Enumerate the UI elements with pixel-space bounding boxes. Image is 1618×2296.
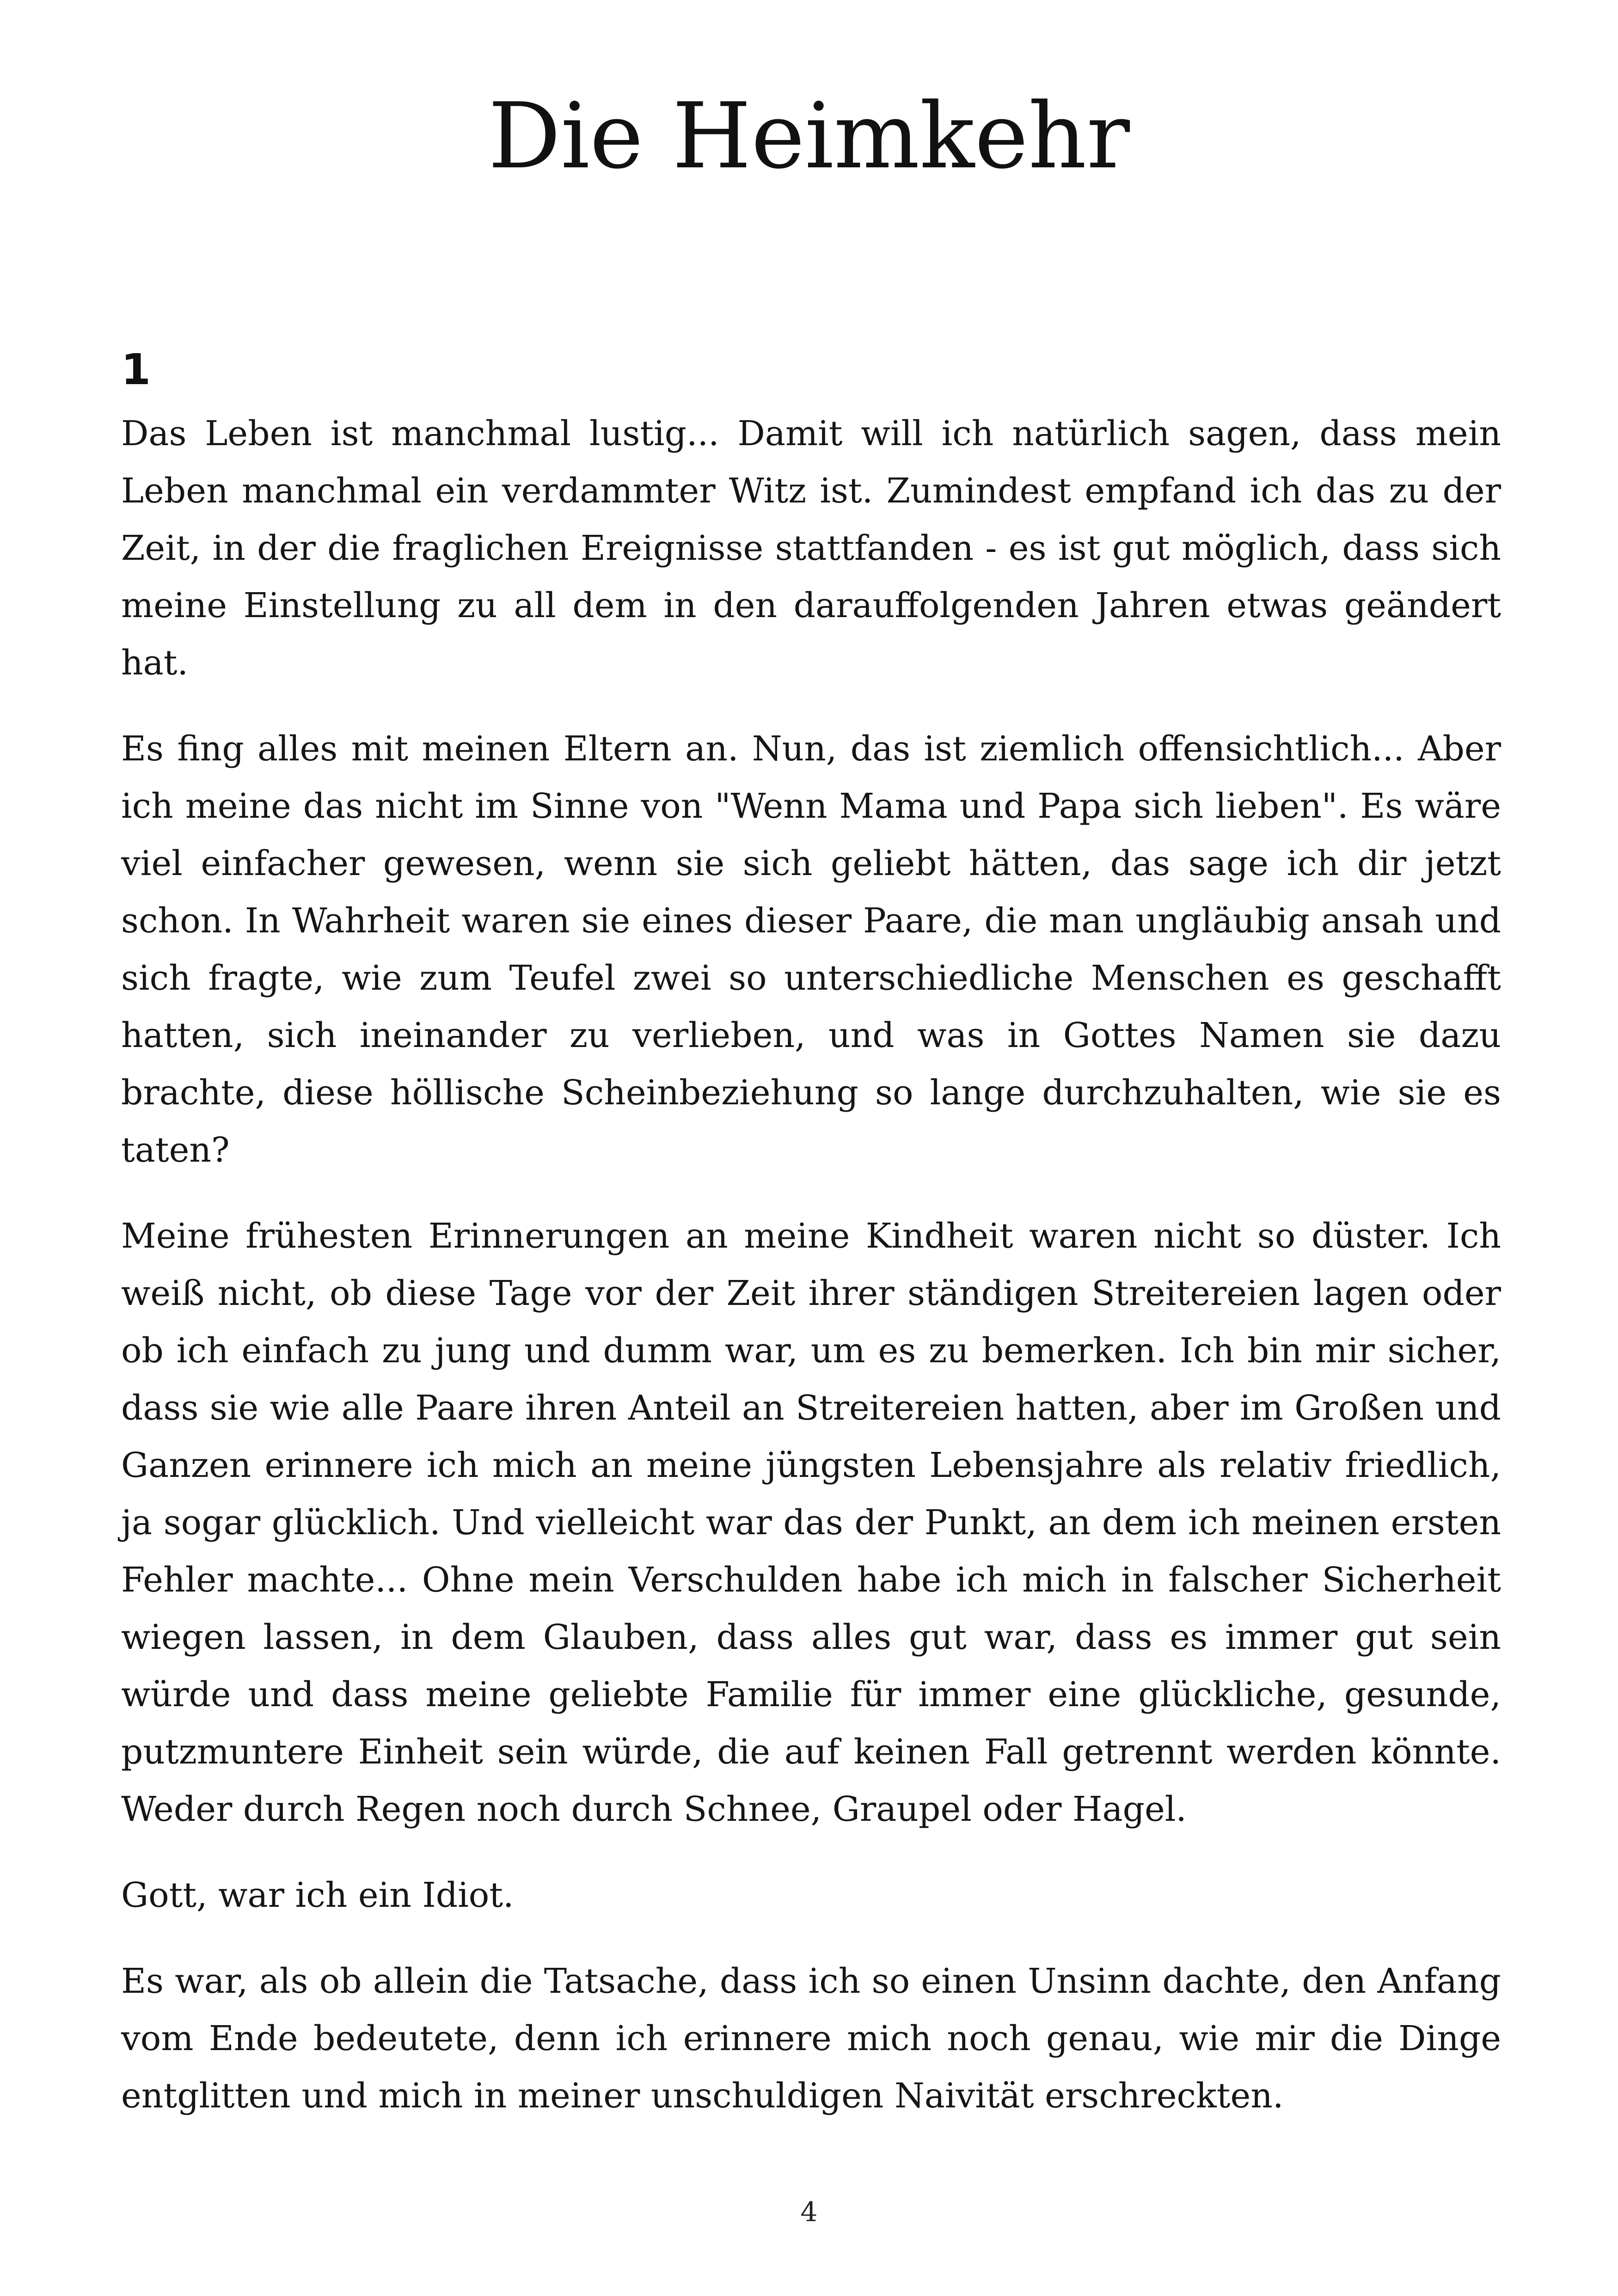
page-number: 4 [800, 2196, 818, 2228]
paragraph-5: Es war, als ob allein die Tatsache, dass ich so einen Unsinn dachte, den Anfang vom Ende bedeutete, denn ich erinnere mich noch genau, wie mir die Dinge entglitten und mich in meiner unschuldigen Naivität erschreckten. [121, 1961, 1501, 2116]
chapter-title: Die Heimkehr [488, 84, 1130, 189]
paragraph-4: Gott, war ich ein Idiot. [121, 1875, 514, 1915]
paragraph-2: Es fing alles mit meinen Eltern an. Nun, das ist ziemlich offensichtlich... Aber ich meine das nicht im Sinne von "Wenn Mama und Papa sich lieben". Es wäre viel einfacher gewesen, wenn sie sich geliebt hätten, das sage ich dir jetzt schon. In Wahrheit waren sie eines dieser Paare, die man ungläubig ansah und sich fragte, wie zum Teufel zwei so unterschiedliche Menschen es geschafft hatten, sich ineinander zu verlieben, und was in Gottes Namen sie dazu brachte, diese höllische Scheinbeziehung so lange durchzuhalten, wie sie es taten? [121, 729, 1501, 1170]
chapter-number: 1 [121, 345, 151, 394]
paragraph-3: Meine frühesten Erinnerungen an meine Kindheit waren nicht so düster. Ich weiß nicht, ob diese Tage vor der Zeit ihrer ständigen Streitereien lagen oder ob ich einfach zu jung und dumm war, um es zu bemerken. Ich bin mir sicher, dass sie wie alle Paare ihren Anteil an Streitereien hatten, aber im Großen und Ganzen erinnere ich mich an meine jüngsten Lebensjahre als relativ friedlich, ja sogar glücklich. Und vielleicht war das der Punkt, an dem ich meinen ersten Fehler machte... Ohne mein Verschulden habe ich mich in falscher Sicherheit wiegen lassen, in dem Glauben, dass alles gut war, dass es immer gut sein würde und dass meine geliebte Familie für immer eine glückliche, gesunde, putzmuntere Einheit sein würde, die auf keinen Fall getrennt werden könnte. Weder durch Regen noch durch Schnee, Graupel oder Hagel. [121, 1216, 1501, 1829]
paragraph-1: Das Leben ist manchmal lustig... Damit will ich natürlich sagen, dass mein Leben manchmal ein verdammter Witz ist. Zumindest empfand ich das zu der Zeit, in der die fraglichen Ereignisse stattfanden - es ist gut möglich, dass sich meine Einstellung zu all dem in den darauffolgenden Jahren etwas geändert hat. [121, 414, 1501, 683]
text-body [121, 341, 1501, 2153]
